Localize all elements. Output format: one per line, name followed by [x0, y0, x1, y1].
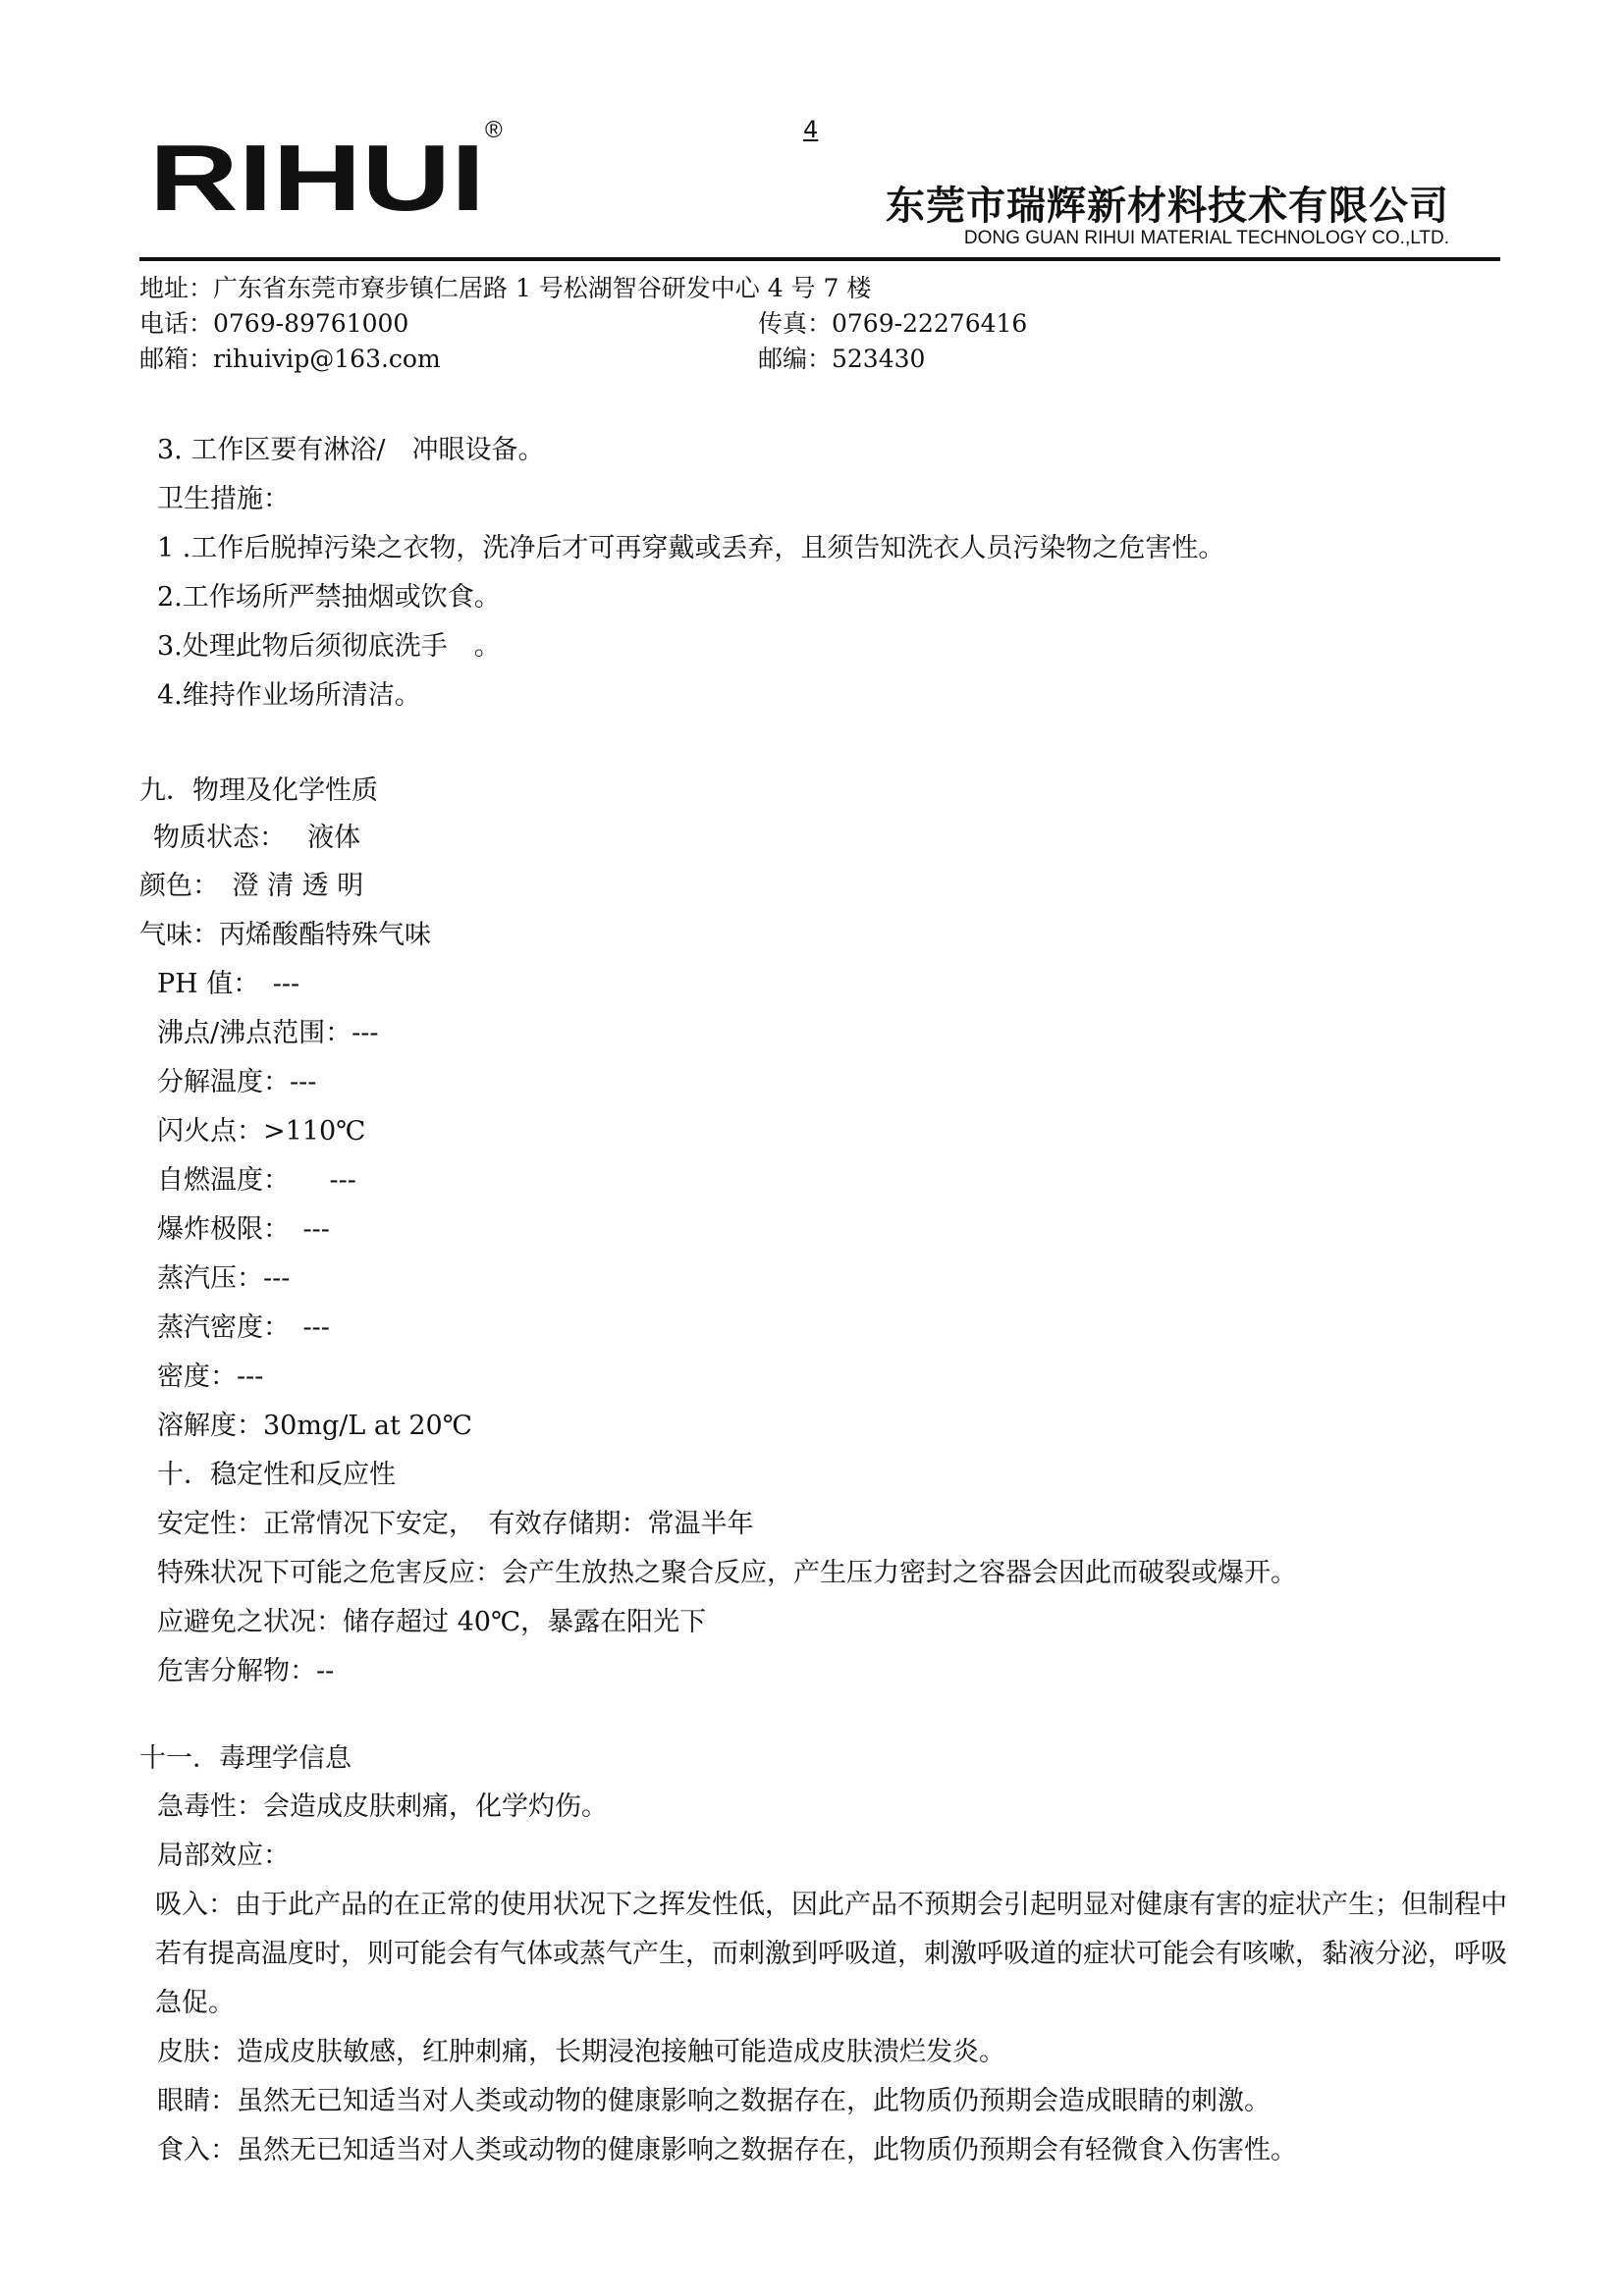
prop-ph: PH 值： ---: [157, 969, 300, 999]
prop-flash-point: 闪火点：>110℃: [157, 1116, 366, 1147]
prop-density: 密度：---: [157, 1362, 264, 1392]
prop-autoignition: 自燃温度： ---: [157, 1165, 356, 1196]
hygiene-item: 4.维持作业场所清洁。: [157, 680, 421, 711]
page-number: 4: [803, 116, 819, 143]
acute-toxicity: 急毒性：会造成皮肤刺痛，化学灼伤。: [157, 1791, 608, 1822]
hygiene-title: 卫生措施：: [157, 484, 290, 514]
logo-graphic: [149, 116, 503, 224]
contact-block: [139, 271, 1028, 377]
company-name-en: DONG GUAN RIHUI MATERIAL TECHNOLOGY CO.,LTD.: [963, 228, 1449, 248]
prop-boiling: 沸点/沸点范围：---: [157, 1018, 379, 1048]
address: 地址：广东省东莞市寮步镇仁居路 1 号松湖智谷研发中心 4 号 7 楼: [139, 274, 872, 302]
phone: 电话：0769-89761000: [139, 309, 409, 338]
inhalation: 吸入：由于此产品的在正常的使用状况下之挥发性低，因此产品不预期会引起明显对健康有害的症状产生；但制程中若有提高温度时，则可能会有气体或蒸气产生，而刺激到呼吸道，刺激呼吸道的症状可能会有咳嗽，黏液分泌，呼吸急促。: [155, 1890, 1507, 2018]
skin: 皮肤：造成皮肤敏感，红肿刺痛，长期浸泡接触可能造成皮肤溃烂发炎。: [157, 2037, 1005, 2067]
company-name-cn: 东莞市瑞辉新材料技术有限公司: [886, 184, 1449, 229]
stability: 安定性：正常情况下安定， 有效存储期：常温半年: [157, 1509, 754, 1539]
hygiene-item: 1 .工作后脱掉污染之衣物，洗净后才可再穿戴或丢弃，且须告知洗衣人员污染物之危害性。: [157, 533, 1225, 563]
registered-mark: ®: [485, 117, 503, 143]
conditions-to-avoid: 应避免之状况：储存超过 40℃，暴露在阳光下: [157, 1607, 707, 1637]
decomposition-products: 危害分解物：--: [157, 1656, 335, 1686]
address-row: [139, 271, 871, 306]
prop-state: 物质状态： 液体: [153, 823, 361, 853]
logo-wordmark: RIHUI: [149, 126, 485, 224]
prop-decomposition: 分解温度：---: [157, 1067, 317, 1097]
ingestion: 食入：虽然无已知适当对人类或动物的健康影响之数据存在，此物质仍预期会有轻微食入伤害性。: [157, 2135, 1297, 2165]
spacer: [139, 1696, 1514, 1735]
exposure-item-3: 3. 工作区要有淋浴/ 冲眼设备。: [157, 435, 545, 465]
prop-color: 颜色： 澄 清 透 明: [139, 871, 364, 901]
phone-fax-row: [139, 306, 1028, 342]
spacer: [139, 721, 1514, 768]
company-logo: [149, 116, 503, 224]
email: 邮箱：rihuivip@163.com: [139, 345, 441, 373]
section-10-title: 十．稳定性和反应性: [157, 1460, 396, 1490]
hygiene-item: 2.工作场所严禁抽烟或饮食。: [157, 582, 501, 613]
section-9-title: 九．物理及化学性质: [139, 775, 378, 806]
eye: 眼睛：虽然无已知适当对人类或动物的健康影响之数据存在，此物质仍预期会造成眼睛的刺激。: [157, 2086, 1271, 2116]
email-postcode-row: [139, 342, 926, 377]
section-11-title: 十一．毒理学信息: [139, 1743, 352, 1774]
prop-vapor-density: 蒸汽密度： ---: [157, 1312, 330, 1343]
special-hazard: 特殊状况下可能之危害反应：会产生放热之聚合反应，产生压力密封之容器会因此而破裂或爆开。: [157, 1558, 1297, 1588]
prop-vapor-pressure: 蒸汽压：---: [157, 1263, 291, 1294]
local-effects-title: 局部效应：: [157, 1841, 290, 1871]
document-body: [139, 426, 1514, 2175]
prop-odor: 气味：丙烯酸酯特殊气味: [139, 920, 431, 950]
prop-explosion-limit: 爆炸极限： ---: [157, 1214, 330, 1245]
postcode: 邮编：523430: [758, 345, 926, 373]
hygiene-item: 3.处理此物后须彻底洗手 。: [157, 631, 501, 662]
prop-solubility: 溶解度：30mg/L at 20℃: [157, 1411, 472, 1441]
fax: 传真：0769-22276416: [758, 309, 1028, 338]
header-divider: [139, 257, 1500, 261]
